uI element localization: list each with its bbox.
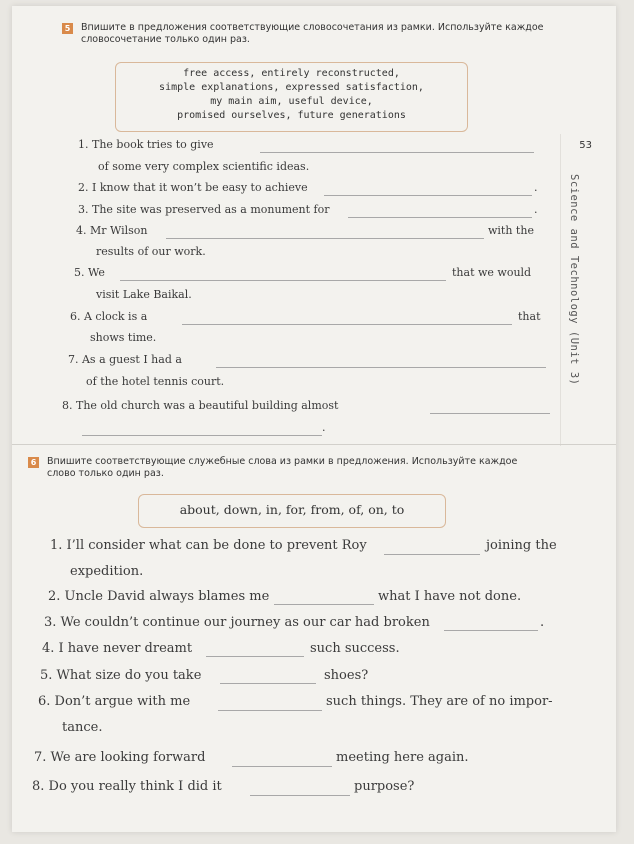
t5-s1-blank[interactable] — [260, 152, 534, 153]
t5-s6-start: 6. A clock is a — [70, 310, 148, 323]
task6-header — [28, 456, 517, 480]
t5-s5-start: 5. We — [74, 266, 105, 279]
t5-s6-cont: shows time. — [90, 331, 157, 344]
t5-s4-cont: results of our work. — [96, 245, 206, 258]
t6-s2-start: 2. Uncle David always blames me — [48, 589, 270, 604]
textbook-page — [12, 6, 616, 832]
t6-s2-mid: what I have not done. — [378, 589, 522, 604]
t6-s6-start: 6. Don’t argue with me — [38, 694, 191, 709]
task5-instruction-line1: Впишите в предложения соответствующие словосочетания из рамки. Используйте каждое — [81, 22, 544, 33]
t6-s1-start: 1. I’ll consider what can be done to prevent Roy — [50, 538, 367, 553]
margin-rule — [560, 134, 561, 446]
t5-s6-blank[interactable] — [182, 324, 512, 325]
t5-s8-blank-b[interactable] — [82, 435, 322, 436]
t6-s7-start: 7. We are looking forward — [34, 750, 206, 765]
t5-s4-mid: with the — [488, 224, 534, 237]
word-box-line: simple explanations, expressed satisfaction, — [159, 82, 424, 93]
t6-s5-mid: shoes? — [324, 668, 369, 683]
t6-s6-cont: tance. — [62, 720, 103, 735]
t6-s7-mid: meeting here again. — [336, 750, 469, 765]
unit-title: Science and Technology (Unit 3) — [568, 174, 580, 386]
t6-s6-mid: such things. They are of no impor- — [326, 694, 553, 709]
t5-s7-cont: of the hotel tennis court. — [86, 375, 225, 388]
t5-s1-cont: of some very complex scientific ideas. — [98, 160, 310, 173]
t5-s8-blank-a[interactable] — [430, 413, 550, 414]
t6-s3-end: . — [540, 615, 545, 630]
task5-number: 5 — [62, 23, 73, 34]
page-number: 53 — [579, 140, 592, 151]
t5-s5-blank[interactable] — [120, 280, 446, 281]
t6-s1-blank[interactable] — [384, 554, 480, 555]
t5-s4-start: 4. Mr Wilson — [76, 224, 148, 237]
t6-s1-mid: joining the — [486, 538, 557, 553]
t6-s5-blank[interactable] — [220, 683, 316, 684]
t5-s2-start: 2. I know that it won’t be easy to achieve — [78, 181, 308, 194]
t5-s5-mid: that we would — [452, 266, 532, 279]
t5-s3-blank[interactable] — [348, 217, 532, 218]
t5-s2-end: . — [534, 181, 538, 194]
t5-s7-start: 7. As a guest I had a — [68, 353, 182, 366]
t6-s4-start: 4. I have never dreamt — [42, 641, 193, 656]
word-box-line: free access, entirely reconstructed, — [183, 68, 400, 79]
t5-s7-blank[interactable] — [216, 367, 546, 368]
t6-s8-blank[interactable] — [250, 795, 350, 796]
t6-s6-blank[interactable] — [218, 710, 322, 711]
task6-instruction-line1: Впишите соответствующие служебные слова из рамки в предложения. Используйте каждое — [47, 456, 518, 467]
t5-s8-end: . — [322, 421, 326, 434]
word-box-line: my main aim, useful device, — [210, 96, 373, 107]
t6-s5-start: 5. What size do you take — [40, 668, 202, 683]
task6-word-box: about, down, in, for, from, of, on, to — [138, 494, 446, 528]
t6-s3-start: 3. We couldn’t continue our journey as our car had broken — [44, 615, 430, 630]
t5-s4-blank[interactable] — [166, 238, 484, 239]
t6-s4-blank[interactable] — [206, 656, 304, 657]
t5-s1-start: 1. The book tries to give — [78, 138, 214, 151]
task5-header — [62, 22, 544, 46]
word-box-line: promised ourselves, future generations — [177, 110, 406, 121]
t5-s5-cont: visit Lake Baikal. — [96, 288, 192, 301]
t6-s2-blank[interactable] — [274, 604, 374, 605]
t6-s4-mid: such success. — [310, 641, 400, 656]
t6-s8-mid: purpose? — [354, 779, 415, 794]
t6-s1-cont: expedition. — [70, 564, 144, 579]
task5-word-box — [115, 62, 468, 132]
section-divider — [12, 444, 616, 445]
t6-s7-blank[interactable] — [232, 766, 332, 767]
task6-number: 6 — [28, 457, 39, 468]
task6-instruction-line2: слово только один раз. — [47, 468, 164, 479]
task5-instruction-line2: словосочетание только один раз. — [81, 34, 250, 45]
t5-s6-mid: that — [518, 310, 541, 323]
t5-s3-end: . — [534, 203, 538, 216]
t6-s8-start: 8. Do you really think I did it — [32, 779, 222, 794]
t6-s3-blank[interactable] — [444, 630, 538, 631]
t5-s8-start: 8. The old church was a beautiful building almost — [62, 399, 339, 412]
t5-s2-blank[interactable] — [324, 195, 532, 196]
t5-s3-start: 3. The site was preserved as a monument for — [78, 203, 330, 216]
